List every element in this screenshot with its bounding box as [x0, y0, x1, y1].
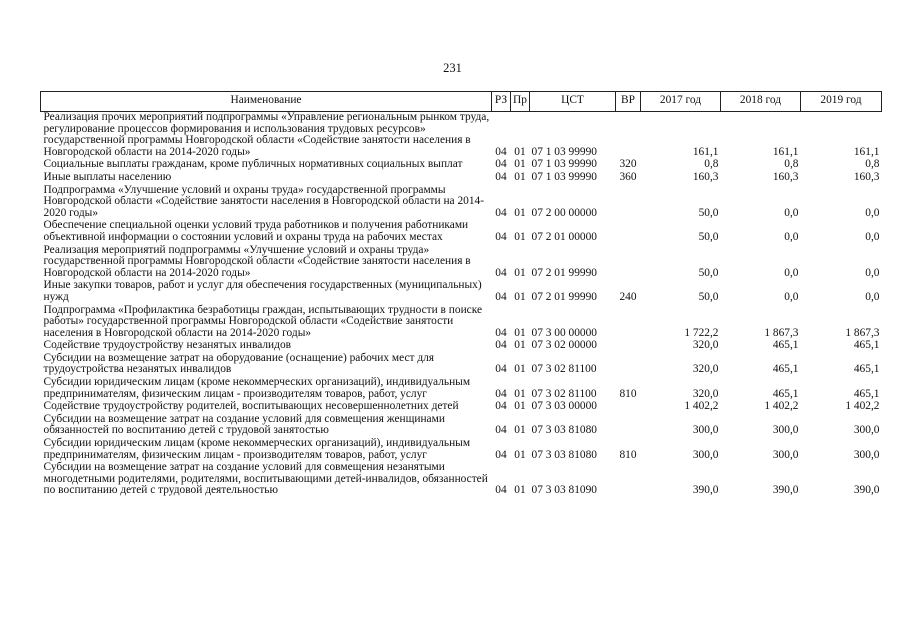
row-vr: [616, 414, 641, 438]
row-pr: 01: [514, 145, 526, 158]
table-row: [41, 414, 882, 438]
row-2019: 160,3: [853, 170, 880, 183]
row-cst: 07 3 00 00000: [531, 326, 597, 339]
row-2017: 390,0: [692, 484, 719, 497]
row-rz: 04: [495, 158, 507, 171]
table-row: [41, 280, 882, 304]
row-2019: 0,0: [865, 266, 880, 279]
row-vr: 810: [619, 448, 637, 461]
row-vr: 240: [619, 290, 637, 303]
row-cst: 07 3 03 81090: [531, 484, 597, 497]
table-row: [41, 438, 882, 462]
row-2018: 0,0: [784, 206, 799, 219]
row-2017: 300,0: [692, 424, 719, 437]
row-2017: 161,1: [692, 145, 719, 158]
row-cst: 07 3 02 81100: [531, 363, 597, 376]
row-pr: 01: [514, 339, 526, 352]
header-2019: 2019 год: [801, 92, 882, 112]
row-2019: 300,0: [853, 448, 880, 461]
row-pr: 01: [514, 266, 526, 279]
row-name: Подпрограмма «Улучшение условий и охраны труда» государственной программы Новгородской области «Содействие занятости населения в Новгородской области на 2014-2020 годы»: [43, 183, 485, 219]
row-vr: 320: [619, 158, 637, 171]
row-2018: 1 867,3: [764, 326, 799, 339]
row-2019: 465,1: [853, 339, 880, 352]
row-pr: 01: [514, 230, 526, 243]
table-row: [41, 185, 882, 221]
table-row: [41, 220, 882, 244]
row-name: Социальные выплаты гражданам, кроме публичных нормативных социальных выплат: [43, 158, 463, 171]
table-row: [41, 245, 882, 281]
row-2019: 1 402,2: [845, 400, 880, 413]
table-row: [41, 462, 882, 498]
row-2019: 1 867,3: [845, 326, 880, 339]
row-cst: 07 3 03 81080: [531, 448, 597, 461]
row-cst: 07 2 01 99990: [531, 266, 597, 279]
row-name: Реализация прочих мероприятий подпрограммы «Управление региональным рынком труда, регулирование процессов формирования и использования трудовых ресурсов» государственной программы Новгородской области «Содействие занятости населения в Новгородской области на 2014-2020 годы»: [43, 111, 490, 158]
row-vr: [616, 112, 641, 160]
table-row: [41, 377, 882, 401]
row-2019: 300,0: [853, 424, 880, 437]
row-2017: 50,0: [698, 266, 719, 279]
row-2018: 465,1: [772, 339, 799, 352]
row-pr: 01: [514, 484, 526, 497]
header-rz: РЗ: [492, 92, 511, 112]
row-2017: 320,0: [692, 339, 719, 352]
row-pr: 01: [514, 170, 526, 183]
row-rz: 04: [495, 400, 507, 413]
row-vr: [616, 245, 641, 281]
header-name: Наименование: [41, 92, 492, 112]
row-name: Содействие трудоустройству незанятых инвалидов: [43, 339, 292, 352]
row-2017: 300,0: [692, 448, 719, 461]
row-name: Субсидии на возмещение затрат на создание условий для совмещения женщинами обязанностей по воспитанию детей с трудовой занятостью: [43, 412, 445, 437]
row-2018: 160,3: [772, 170, 799, 183]
row-2017: 0,8: [704, 158, 719, 171]
row-2017: 1 722,2: [684, 326, 719, 339]
row-pr: 01: [514, 363, 526, 376]
row-cst: 07 3 02 00000: [531, 339, 597, 352]
row-2019: 0,0: [865, 230, 880, 243]
row-name: Обеспечение специальной оценки условий труда работников и получения работниками объективной информации о состоянии условий и охраны труда на рабочих местах: [43, 219, 469, 243]
row-cst: 07 3 03 81080: [531, 424, 597, 437]
row-pr: 01: [514, 448, 526, 461]
row-2018: 161,1: [772, 145, 799, 158]
row-2019: 0,0: [865, 290, 880, 303]
row-cst: 07 1 03 99990: [531, 170, 597, 183]
row-rz: 04: [495, 326, 507, 339]
row-rz: 04: [495, 230, 507, 243]
header-pr: Пр: [511, 92, 530, 112]
row-name: Содействие трудоустройству родителей, воспитывающих несовершеннолетних детей: [43, 400, 459, 413]
row-rz: 04: [495, 145, 507, 158]
header-vr: ВР: [616, 92, 641, 112]
row-name: Субсидии на возмещение затрат на оборудование (оснащение) рабочих мест для трудоустройства незанятых инвалидов: [43, 351, 435, 376]
budget-table: [40, 91, 882, 498]
row-vr: [616, 401, 641, 414]
table-row: [41, 401, 882, 414]
row-rz: 04: [495, 424, 507, 437]
row-2017: 160,3: [692, 170, 719, 183]
row-2019: 0,0: [865, 206, 880, 219]
row-vr: 810: [619, 387, 637, 400]
row-vr: 360: [619, 170, 637, 183]
row-pr: 01: [514, 400, 526, 413]
row-2018: 0,0: [784, 266, 799, 279]
row-rz: 04: [495, 290, 507, 303]
table-row: [41, 353, 882, 377]
row-pr: 01: [514, 206, 526, 219]
table-header-row: [41, 92, 882, 112]
row-name: Подпрограмма «Профилактика безработицы граждан, испытывающих трудности в поиске работы» государственной программы Новгородской области «Содействие занятости населения в Новгородской области на 2014-2020 годы»: [43, 303, 483, 339]
row-name: Субсидии юридическим лицам (кроме некоммерческих организаций), индивидуальным предпринимателям, физическим лицам - производителям товаров, работ, услуг: [43, 437, 471, 461]
row-2018: 300,0: [772, 424, 799, 437]
row-2019: 465,1: [853, 387, 880, 400]
row-vr: [616, 305, 641, 341]
row-2017: 320,0: [692, 363, 719, 376]
row-name: Иные закупки товаров, работ и услуг для обеспечения государственных (муниципальных) нужд: [43, 279, 482, 303]
row-pr: 01: [514, 387, 526, 400]
table-row: [41, 112, 882, 160]
row-rz: 04: [495, 448, 507, 461]
row-pr: 01: [514, 290, 526, 303]
row-2018: 465,1: [772, 387, 799, 400]
row-2018: 0,8: [784, 158, 799, 171]
row-rz: 04: [495, 170, 507, 183]
table-row: [41, 172, 882, 185]
row-rz: 04: [495, 266, 507, 279]
header-2018: 2018 год: [721, 92, 801, 112]
row-vr: [616, 220, 641, 244]
row-2017: 320,0: [692, 387, 719, 400]
row-2018: 465,1: [772, 363, 799, 376]
row-cst: 07 3 02 81100: [531, 387, 597, 400]
row-2018: 300,0: [772, 448, 799, 461]
row-vr: [616, 462, 641, 498]
row-2019: 390,0: [853, 484, 880, 497]
row-rz: 04: [495, 206, 507, 219]
row-pr: 01: [514, 424, 526, 437]
row-pr: 01: [514, 326, 526, 339]
row-2019: 465,1: [853, 363, 880, 376]
row-2017: 50,0: [698, 230, 719, 243]
row-cst: 07 2 01 99990: [531, 290, 597, 303]
header-2017: 2017 год: [641, 92, 721, 112]
row-cst: 07 1 03 99990: [531, 145, 597, 158]
row-2019: 0,8: [865, 158, 880, 171]
row-cst: 07 3 03 00000: [531, 400, 597, 413]
row-2018: 390,0: [772, 484, 799, 497]
row-name: Иные выплаты населению: [43, 170, 172, 183]
row-name: Реализация мероприятий подпрограммы «Улучшение условий и охраны труда» государственной программы Новгородской области «Содействие занятости населения в Новгородской области на 2014-2020 годы»: [43, 243, 471, 279]
row-vr: [616, 340, 641, 353]
row-rz: 04: [495, 484, 507, 497]
table-row: [41, 340, 882, 353]
row-2019: 161,1: [853, 145, 880, 158]
row-2017: 50,0: [698, 206, 719, 219]
row-2017: 50,0: [698, 290, 719, 303]
header-cst: ЦСТ: [530, 92, 616, 112]
row-rz: 04: [495, 339, 507, 352]
row-2017: 1 402,2: [684, 400, 719, 413]
row-name: Субсидии юридическим лицам (кроме некоммерческих организаций), индивидуальным предпринимателям, физическим лицам - производителям товаров, работ, услуг: [43, 376, 471, 400]
row-2018: 0,0: [784, 230, 799, 243]
row-2018: 1 402,2: [764, 400, 799, 413]
row-vr: [616, 353, 641, 377]
table-row: [41, 305, 882, 341]
row-pr: 01: [514, 158, 526, 171]
row-rz: 04: [495, 387, 507, 400]
row-cst: 07 1 03 99990: [531, 158, 597, 171]
page-number: 231: [443, 61, 462, 75]
row-2018: 0,0: [784, 290, 799, 303]
row-cst: 07 2 01 00000: [531, 230, 597, 243]
row-vr: [616, 185, 641, 221]
row-name: Субсидии на возмещение затрат на создание условий для совмещения незанятыми многодетными родителями, родителями, воспитывающими детей-инвалидов, обязанностей по воспитанию детей с трудовой деятельностью: [43, 461, 488, 497]
row-cst: 07 2 00 00000: [531, 206, 597, 219]
row-rz: 04: [495, 363, 507, 376]
